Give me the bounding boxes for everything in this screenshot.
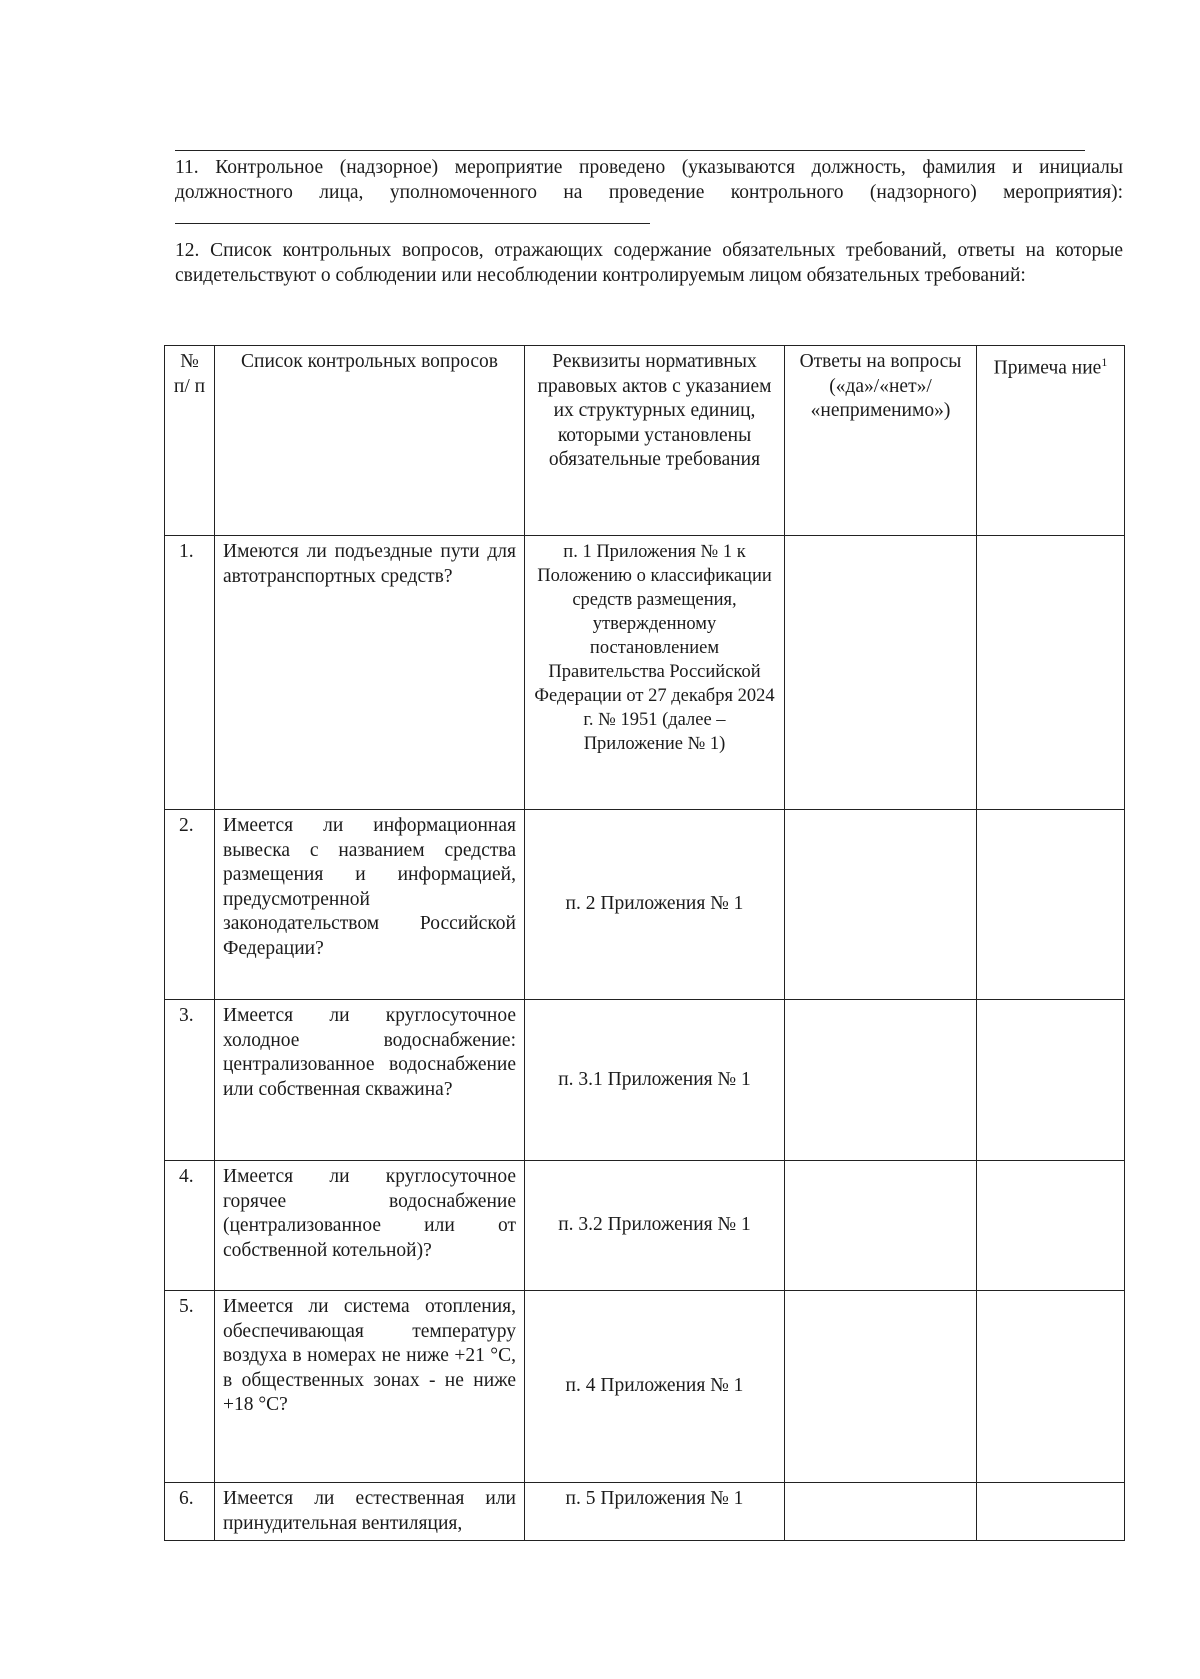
table-row xyxy=(165,1291,1125,1483)
row-reference: п. 5 Приложения № 1 xyxy=(525,1483,785,1541)
row-number: 6. xyxy=(165,1483,215,1541)
row-reference: п. 3.2 Приложения № 1 xyxy=(525,1161,785,1291)
row-question: Имеется ли система отопления, обеспечивающая температуру воздуха в номерах не ниже +21 °C, в общественных зонах - не ниже +18 °C? xyxy=(215,1291,525,1483)
row-number: 2. xyxy=(165,810,215,1000)
table-row xyxy=(165,1000,1125,1161)
row-note-cell[interactable] xyxy=(977,810,1125,1000)
row-note-cell[interactable] xyxy=(977,536,1125,810)
table-header-row xyxy=(165,346,1125,536)
header-number: № п/ п xyxy=(165,346,215,536)
row-number: 4. xyxy=(165,1161,215,1291)
row-note-cell[interactable] xyxy=(977,1291,1125,1483)
row-reference: п. 2 Приложения № 1 xyxy=(525,810,785,1000)
table-row xyxy=(165,1483,1125,1541)
row-note-cell[interactable] xyxy=(977,1161,1125,1291)
header-answers: Ответы на вопросы («да»/«нет»/ «неприменимо») xyxy=(785,346,977,536)
section-11-text: 11. Контрольное (надзорное) мероприятие проведено (указываются должность, фамилия и инициалы должностного лица, уполномоченного на проведение контрольного (надзорного) мероприятия): xyxy=(175,157,1123,203)
row-answer-cell[interactable] xyxy=(785,536,977,810)
row-note-cell[interactable] xyxy=(977,1000,1125,1161)
checklist-table xyxy=(164,345,1125,1541)
row-answer-cell[interactable] xyxy=(785,810,977,1000)
header-notes xyxy=(977,346,1125,536)
row-question: Имеется ли информационная вывеска с названием средства размещения и информацией, предусмотренной законодательством Российской Федерации? xyxy=(215,810,525,1000)
header-reference: Реквизиты нормативных правовых актов с указанием их структурных единиц, которыми установлены обязательные требования xyxy=(525,346,785,536)
row-number: 3. xyxy=(165,1000,215,1161)
table-row xyxy=(165,810,1125,1000)
row-answer-cell[interactable] xyxy=(785,1291,977,1483)
row-answer-cell[interactable] xyxy=(785,1000,977,1161)
header-question: Список контрольных вопросов xyxy=(215,346,525,536)
section-11-paragraph xyxy=(175,155,1123,231)
row-reference: п. 3.1 Приложения № 1 xyxy=(525,1000,785,1161)
row-reference: п. 1 Приложения № 1 к Положению о классификации средств размещения, утвержденному постановлением Правительства Российской Федерации от 27 декабря 2024 г. № 1951 (далее – Приложение № 1) xyxy=(525,536,785,810)
header-notes-label: Примеча ние xyxy=(993,357,1102,379)
row-answer-cell[interactable] xyxy=(785,1161,977,1291)
row-note-cell[interactable] xyxy=(977,1483,1125,1541)
row-answer-cell[interactable] xyxy=(785,1483,977,1541)
footnote-marker: 1 xyxy=(1101,355,1108,369)
row-question: Имеется ли естественная или принудительная вентиляция, xyxy=(215,1483,525,1541)
row-question: Имеется ли круглосуточное холодное водоснабжение: централизованное водоснабжение или собственная скважина? xyxy=(215,1000,525,1161)
table-row xyxy=(165,1161,1125,1291)
row-question: Имеется ли круглосуточное горячее водоснабжение (централизованное или от собственной котельной)? xyxy=(215,1161,525,1291)
top-divider-line xyxy=(175,150,1085,151)
section-12-paragraph: 12. Список контрольных вопросов, отражающих содержание обязательных требований, ответы на которые свидетельствуют о соблюдении или несоблюдении контролируемым лицом обязательных требований: xyxy=(175,240,1123,286)
table-row xyxy=(165,536,1125,810)
row-number: 5. xyxy=(165,1291,215,1483)
official-name-blank-field[interactable] xyxy=(175,205,650,224)
row-number: 1. xyxy=(165,536,215,810)
row-question: Имеются ли подъездные пути для автотранспортных средств? xyxy=(215,536,525,810)
row-reference: п. 4 Приложения № 1 xyxy=(525,1291,785,1483)
